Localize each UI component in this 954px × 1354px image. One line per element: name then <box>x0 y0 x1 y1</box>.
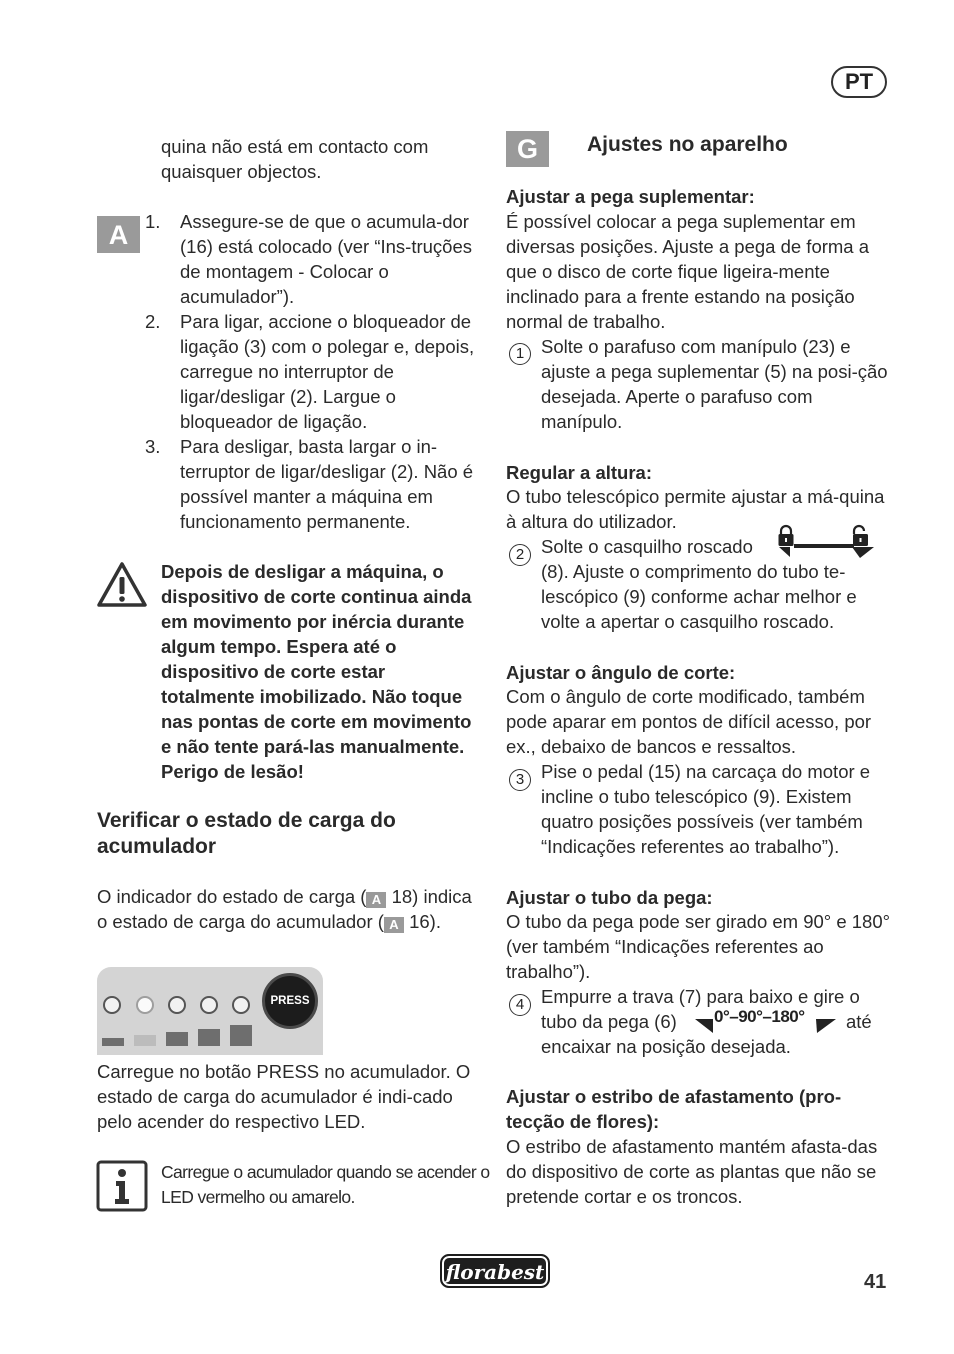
step-circle: 3 <box>509 769 531 791</box>
press-paragraph: Carregue no botão PRESS no acumulador. O estado de carga do acumulador é indi-cado pelo acender do respectivo LED. <box>97 1061 471 1132</box>
charge-paragraph: O indicador do estado de carga ( A 18) indica o estado de carga do acumulador ( A 16). <box>97 886 472 932</box>
section-title: Verificar o estado de carga do acumulador <box>97 809 396 858</box>
page-number: 41 <box>864 1271 887 1293</box>
level-bar <box>198 1029 220 1046</box>
level-bar <box>134 1035 156 1046</box>
level-bar <box>166 1032 188 1046</box>
step-text: Para desligar, basta largar o in-terruptor de ligar/desligar (2). Não é possível manter a máquina em funcionamento permanente. <box>180 436 474 532</box>
level-bar <box>230 1025 252 1046</box>
led <box>136 996 154 1014</box>
section-title: Ajustes no aparelho <box>587 133 788 156</box>
led <box>168 996 186 1014</box>
subsection-body: O tubo da pega pode ser girado em 90° e 180° (ver também “Indicações referentes ao trabalho”). <box>506 911 891 982</box>
subsection-heading: Ajustar o estribo de afastamento (pro-tecção de flores): <box>506 1086 842 1132</box>
intro-text: quina não está em contacto com quaisquer objectos. <box>161 136 429 182</box>
level-bar <box>102 1038 124 1046</box>
step-circle: 1 <box>509 343 531 365</box>
step-text: Solte o parafuso com manípulo (23) e ajuste a pega suplementar (5) na posi-ção desejada. Aperte o parafuso com manípulo. <box>541 336 888 432</box>
warning-text: Depois de desligar a máquina, o dispositivo de corte continua ainda em movimento por inércia durante algum tempo. Espera até o dispositivo de corte estar totalmente imobilizado. Não toque nas pontas de corte em movimento e não tente pará-las manualmente. Perigo de lesão! <box>161 561 472 782</box>
subsection-heading: Regular a altura: <box>506 462 652 483</box>
step-text-start: Empurre a trava (7) para baixo e gire o tubo da pega (6) <box>541 986 860 1032</box>
step-number: 2. <box>145 311 161 332</box>
step-text: Pise o pedal (15) na carcaça do motor e incline o tubo telescópico (9). Existem quatro posições possíveis (ver também “Indicações referentes ao trabalho”). <box>541 761 871 857</box>
lock-slider-symbol <box>776 524 876 560</box>
figure-ref-a: A <box>384 917 404 933</box>
step-text: encaixar na posição desejada. <box>541 1036 791 1057</box>
led <box>232 996 250 1014</box>
figure-ref-a: A <box>366 892 386 908</box>
step-text-start: Solte o casquilho roscado <box>541 536 753 557</box>
figure-label-a: A <box>97 216 140 253</box>
subsection-heading: Ajustar o ângulo de corte: <box>506 662 736 683</box>
subsection-body: Com o ângulo de corte modificado, também pode aparar em pontos de difícil acesso, por ex., debaixo de bancos e ressaltos. <box>506 686 872 757</box>
step-number: 1. <box>145 211 161 232</box>
brand-logo: florabest <box>440 1254 550 1288</box>
subsection-body: É possível colocar a pega suplementar em diversas posições. Ajuste a pega de forma a que o disco de corte fique ligeira-mente inclinado para a frente estando na posição normal de trabalho. <box>506 211 870 332</box>
subsection-body: O estribo de afastamento mantém afasta-das do dispositivo de corte as plantas que não se pretende cortar e os troncos. <box>506 1136 878 1207</box>
subsection-body: O tubo telescópico permite ajustar a má-quina à altura do utilizador. <box>506 486 885 532</box>
arrow-right-icon <box>815 1014 837 1034</box>
info-text: Carregue o acumulador quando se acender o LED vermelho ou amarelo. <box>161 1162 490 1207</box>
arrow-icon <box>794 544 854 548</box>
step-text: Assegure-se de que o acumula-dor (16) está colocado (ver “Ins-truções de montagem - Colocar o acumulador”). <box>180 211 473 307</box>
step-circle: 4 <box>509 994 531 1016</box>
arrow-left-icon <box>694 1014 714 1034</box>
language-badge: PT <box>831 66 887 98</box>
press-button: PRESS <box>262 973 318 1029</box>
angle-symbol: 0°–90°–180° <box>714 1007 805 1026</box>
lock-open-icon <box>853 526 868 546</box>
subsection-heading: Ajustar o tubo da pega: <box>506 887 713 908</box>
step-circle: 2 <box>509 544 531 566</box>
lock-closed-icon <box>779 526 794 546</box>
step-text: (8). Ajuste o comprimento do tubo te-lescópico (9) conforme achar melhor e volte a apertar o casquilho roscado. <box>541 561 857 632</box>
led <box>103 996 121 1014</box>
info-icon <box>96 1160 148 1212</box>
figure-label-g: G <box>506 131 549 167</box>
step-text: Para ligar, accione o bloqueador de ligação (3) com o polegar e, depois, carregue no interruptor de ligar/desligar (2). Largue o bloqueador de ligação. <box>180 311 475 432</box>
subsection-heading: Ajustar a pega suplementar: <box>506 186 755 207</box>
step-text-end: até <box>846 1011 872 1032</box>
warning-icon <box>96 560 148 610</box>
step-number: 3. <box>145 436 161 457</box>
led <box>200 996 218 1014</box>
